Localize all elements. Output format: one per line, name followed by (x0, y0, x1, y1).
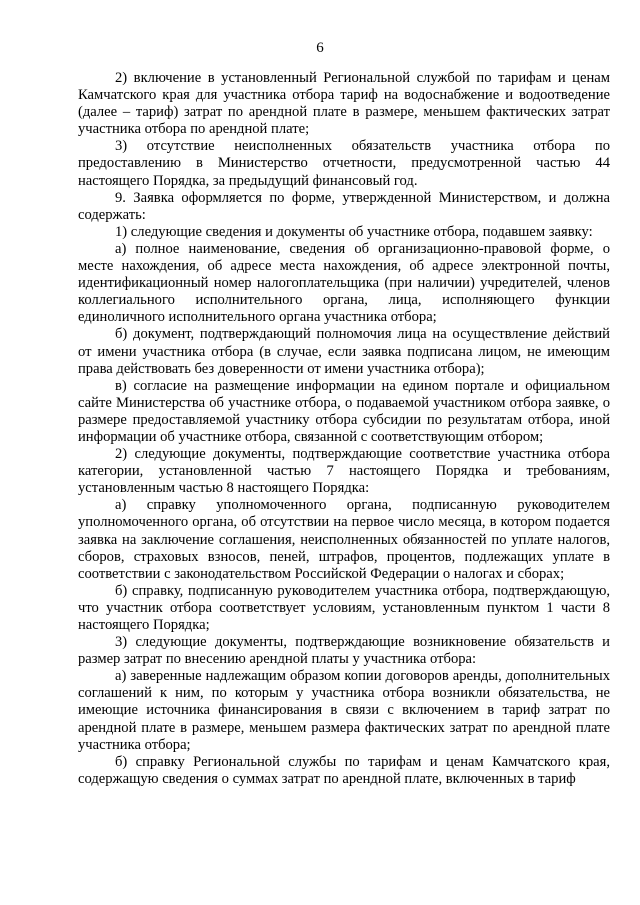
paragraph: 9. Заявка оформляется по форме, утвержденной Министерством, и должна содержать: (78, 189, 610, 223)
paragraph: б) справку, подписанную руководителем участника отбора, подтверждающую, что участник отбора соответствует условиям, установленным пунктом 1 части 8 настоящего Порядка; (78, 582, 610, 633)
paragraph: 3) следующие документы, подтверждающие возникновение обязательств и размер затрат по внесению арендной платы у участника отбора: (78, 634, 610, 668)
paragraph: в) согласие на размещение информации на едином портале и официальном сайте Министерства об участнике отбора, о подаваемой участником отбора заявке, о размере предоставляемой участнику отбора субсидии по результатам отбора, иной информации об участнике отбора, связанной с соответствующим отбором; (78, 377, 610, 445)
paragraph: а) полное наименование, сведения об организационно-правовой форме, о месте нахождения, об адресе места нахождения, об адресе электронной почты, идентификационный номер налогоплательщика (при наличии) учредителей, членов коллегиального исполнительного органа, лица, исполняющего функции единоличного исполнительного органа участника отбора; (78, 240, 610, 326)
paragraph: а) заверенные надлежащим образом копии договоров аренды, дополнительных соглашений к ним, по которым у участника отбора возникли обязательства, не имеющие источника финансирования в связи с включением в тариф затрат по арендной плате в размере, меньшем размера фактических затрат по арендной плате участника отбора; (78, 668, 610, 753)
paragraph: а) справку уполномоченного органа, подписанную руководителем уполномоченного органа, об отсутствии на первое число месяца, в котором подается заявка на заключение соглашения, неисполненных обязанностей по уплате налогов, сборов, страховых взносов, пеней, штрафов, процентов, подлежащих уплате в соответствии с законодательством Российской Федерации о налогах и сборах; (78, 497, 610, 582)
paragraph: б) документ, подтверждающий полномочия лица на осуществление действий от имени участника отбора (в случае, если заявка подписана лицом, не имеющим права действовать без доверенности от имени участника отбора); (78, 326, 610, 377)
paragraph: б) справку Региональной службы по тарифам и ценам Камчатского края, содержащую сведения о суммах затрат по арендной плате, включенных в тариф (78, 753, 610, 787)
paragraph: 3) отсутствие неисполненных обязательств участника отбора по предоставлению в Министерство отчетности, предусмотренной частью 44 настоящего Порядка, за предыдущий финансовый год. (78, 138, 610, 189)
page-number: 6 (316, 40, 324, 56)
paragraph: 2) следующие документы, подтверждающие соответствие участника отбора категории, установленной частью 7 настоящего Порядка и требованиям, установленным частью 8 настоящего Порядка: (78, 446, 610, 497)
paragraph: 1) следующие сведения и документы об участнике отбора, подавшем заявку: (115, 223, 593, 240)
paragraph: 2) включение в установленный Региональной службой по тарифам и ценам Камчатского края для участника отбора тариф на водоснабжение и водоотведение (далее – тариф) затрат по арендной плате в размере, меньшем фактических затрат участника отбора по арендной плате; (78, 70, 610, 138)
document-body (78, 70, 610, 788)
